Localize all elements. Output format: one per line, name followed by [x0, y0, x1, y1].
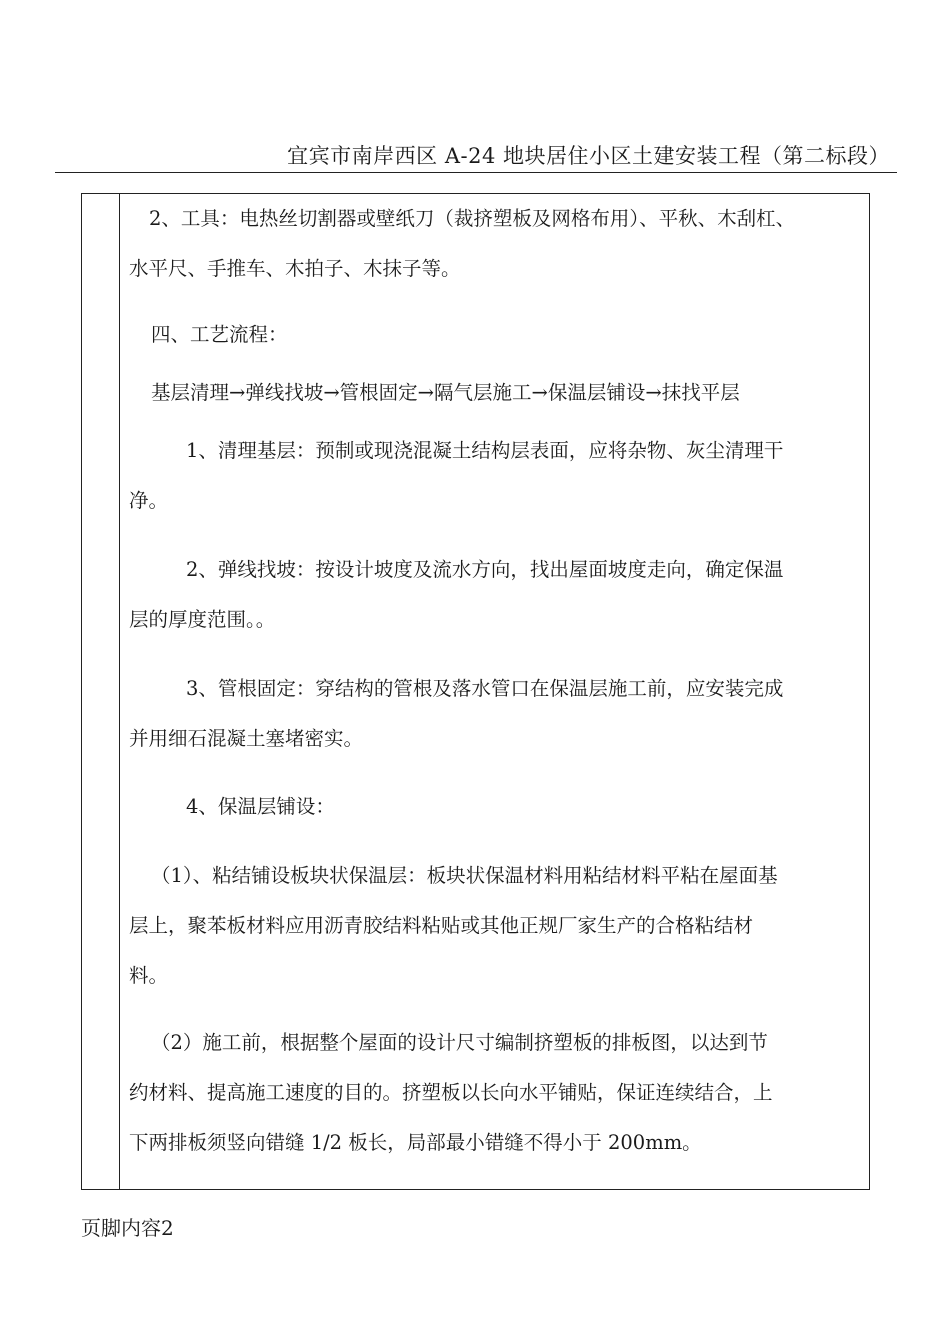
process-flow: 基层清理→弹线找坡→管根固定→隔气层施工→保温层铺设→抹找平层: [151, 381, 740, 404]
step3-line-1: 3、管根固定：穿结构的管根及落水管口在保温层施工前，应安装完成: [186, 677, 784, 700]
step3-line-2: 并用细石混凝土塞堵密实。: [129, 727, 364, 750]
section-heading: 四、工艺流程：: [151, 323, 288, 346]
step1-line-2: 净。: [129, 489, 169, 512]
sub2-line-3: 下两排板须竖向错缝 1/2 板长，局部最小错缝不得小于 200mm。: [129, 1131, 702, 1154]
sub1-line-3: 料。: [129, 964, 169, 987]
step1-line-1: 1、清理基层：预制或现浇混凝土结构层表面，应将杂物、灰尘清理干: [186, 439, 784, 462]
step2-line-2: 层的厚度范围。。: [129, 608, 276, 631]
header-divider: [55, 172, 897, 173]
tools-line-1: 2、工具：电热丝切割器或壁纸刀（裁挤塑板及网格布用）、平秋、木刮杠、: [149, 207, 796, 230]
sub2-line-1: （2）施工前，根据整个屋面的设计尺寸编制挤塑板的排板图，以达到节: [151, 1031, 768, 1054]
content-table: [81, 193, 870, 1190]
tools-line-2: 水平尺、手推车、木拍子、木抹子等。: [129, 257, 461, 280]
step4-heading: 4、保温层铺设：: [186, 795, 335, 818]
sub1-line-2: 层上，聚苯板材料应用沥青胶结料粘贴或其他正规厂家生产的合格粘结材: [129, 914, 754, 937]
page-footer: 页脚内容2: [81, 1216, 174, 1240]
sub2-line-2: 约材料、提高施工速度的目的。挤塑板以长向水平铺贴，保证连续结合，上: [129, 1081, 773, 1104]
sub1-line-1: （1）、粘结铺设板块状保温层：板块状保温材料用粘结材料平粘在屋面基: [151, 864, 778, 887]
step2-line-1: 2、弹线找坡：按设计坡度及流水方向，找出屋面坡度走向，确定保温: [186, 558, 784, 581]
page-header-title: 宜宾市南岸西区 A-24 地块居住小区土建安装工程（第二标段）: [287, 144, 890, 168]
table-column-divider: [119, 194, 120, 1189]
